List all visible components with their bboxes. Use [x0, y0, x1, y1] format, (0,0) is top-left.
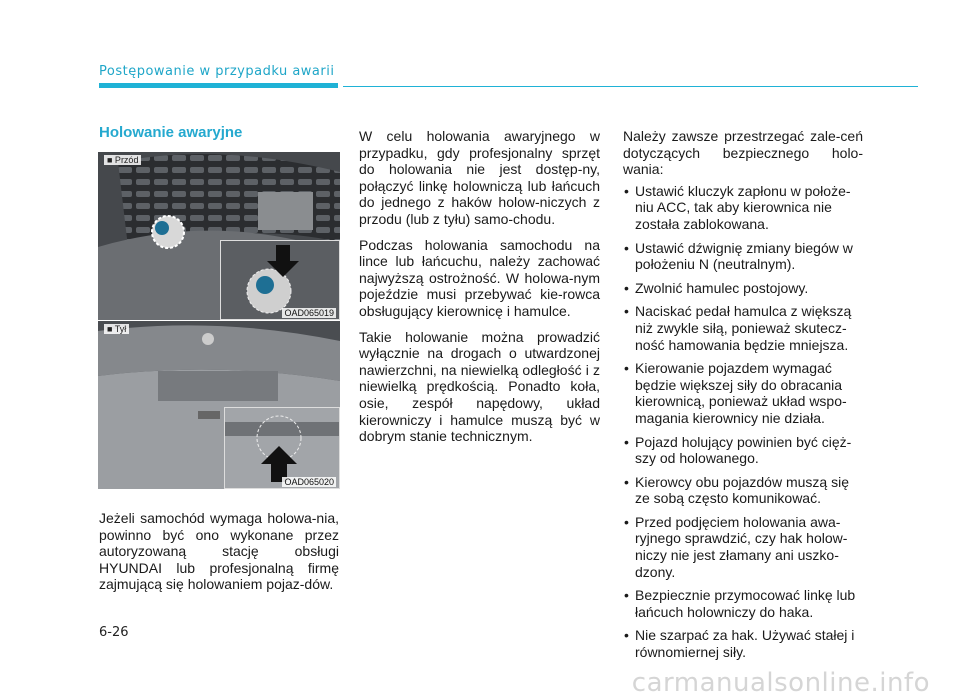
figure-label-rear: ■ Tył	[104, 324, 129, 334]
paragraph-emergency-towing: W celu holowania awaryjnego w przypadku, gdy profesjonalny sprzęt do holowania nie jest dostęp-ny, połączyć linkę holowniczą lub łańcuch do jednego z haków holow-niczych z przodu (lub z tyłu) samo-chodu.	[359, 128, 600, 227]
paragraph-road-conditions: Takie holowanie można prowadzić wyłącznie na drogach o utwardzonej nawierzchni, na niewielką odległość i z niewielką prędkością. Ponadto koła, osie, zespół napędowy, układ kierowniczy i hamulce muszą być w dobrym stanie technicznym.	[359, 328, 600, 445]
paragraph-intro: Jeżeli samochód wymaga holowa-nia, powinno być ono wykonane przez autoryzowaną stację obsługi HYUNDAI lub profesjonalną firmę zajmującą się holowaniem pojaz-dów.	[99, 510, 339, 593]
page-number: 6-26	[99, 625, 129, 640]
list-item: • Ustawić kluczyk zapłonu w położe-niu ACC, tak aby kierownica nie została zablokowana.	[623, 183, 863, 233]
safety-bullet-list	[623, 183, 863, 661]
section-title: Holowanie awaryjne	[99, 124, 243, 141]
header-rule-thick	[99, 83, 338, 88]
list-item: • Pojazd holujący powinien być cięż-szy od holowanego.	[623, 434, 863, 467]
header-rule-thin	[343, 86, 918, 87]
paragraph-safety-intro: Należy zawsze przestrzegać zale-ceń dotyczących bezpiecznego holo-wania:	[623, 128, 863, 178]
figure-code-rear: OAD065020	[284, 477, 334, 487]
text-column-middle	[359, 128, 600, 454]
text-column-right	[623, 128, 863, 668]
text-column-left	[99, 510, 339, 602]
watermark: carmanualsonline.info	[631, 668, 930, 698]
list-item: • Przed podjęciem holowania awa-ryjnego sprawdzić, czy hak holow-niczy nie jest złamany ani uszko-dzony.	[623, 514, 863, 580]
list-item: • Nie szarpać za hak. Używać stałej i równomiernej siły.	[623, 627, 863, 660]
figure-rear-tow-hook	[98, 320, 340, 489]
figure-front-tow-hook	[98, 152, 340, 320]
list-item: • Zwolnić hamulec postojowy.	[623, 280, 863, 297]
list-item: • Ustawić dźwignię zmiany biegów w położeniu N (neutralnym).	[623, 240, 863, 273]
paragraph-caution: Podczas holowania samochodu na lince lub łańcuchu, należy zachować najwyższą ostrożność. W holowa-nym pojeździe musi przebywać kie-rowca obsługujący kierownicę i hamulce.	[359, 236, 600, 319]
list-item: • Kierowanie pojazdem wymagać będzie większej siły do obracania kierownicą, ponieważ układ wspo-magania kierownicy nie działa.	[623, 360, 863, 426]
list-item: • Kierowcy obu pojazdów muszą się ze sobą często komunikować.	[623, 474, 863, 507]
figure-label-front: ■ Przód	[104, 155, 141, 165]
list-item: • Bezpiecznie przymocować linkę lub łańcuch holowniczy do haka.	[623, 587, 863, 620]
figure-code-front: OAD065019	[284, 308, 334, 318]
chapter-header: Postępowanie w przypadku awarii	[99, 64, 335, 79]
list-item: • Naciskać pedał hamulca z większą niż zwykle siłą, ponieważ skutecz-ność hamowania będzie mniejsza.	[623, 303, 863, 353]
